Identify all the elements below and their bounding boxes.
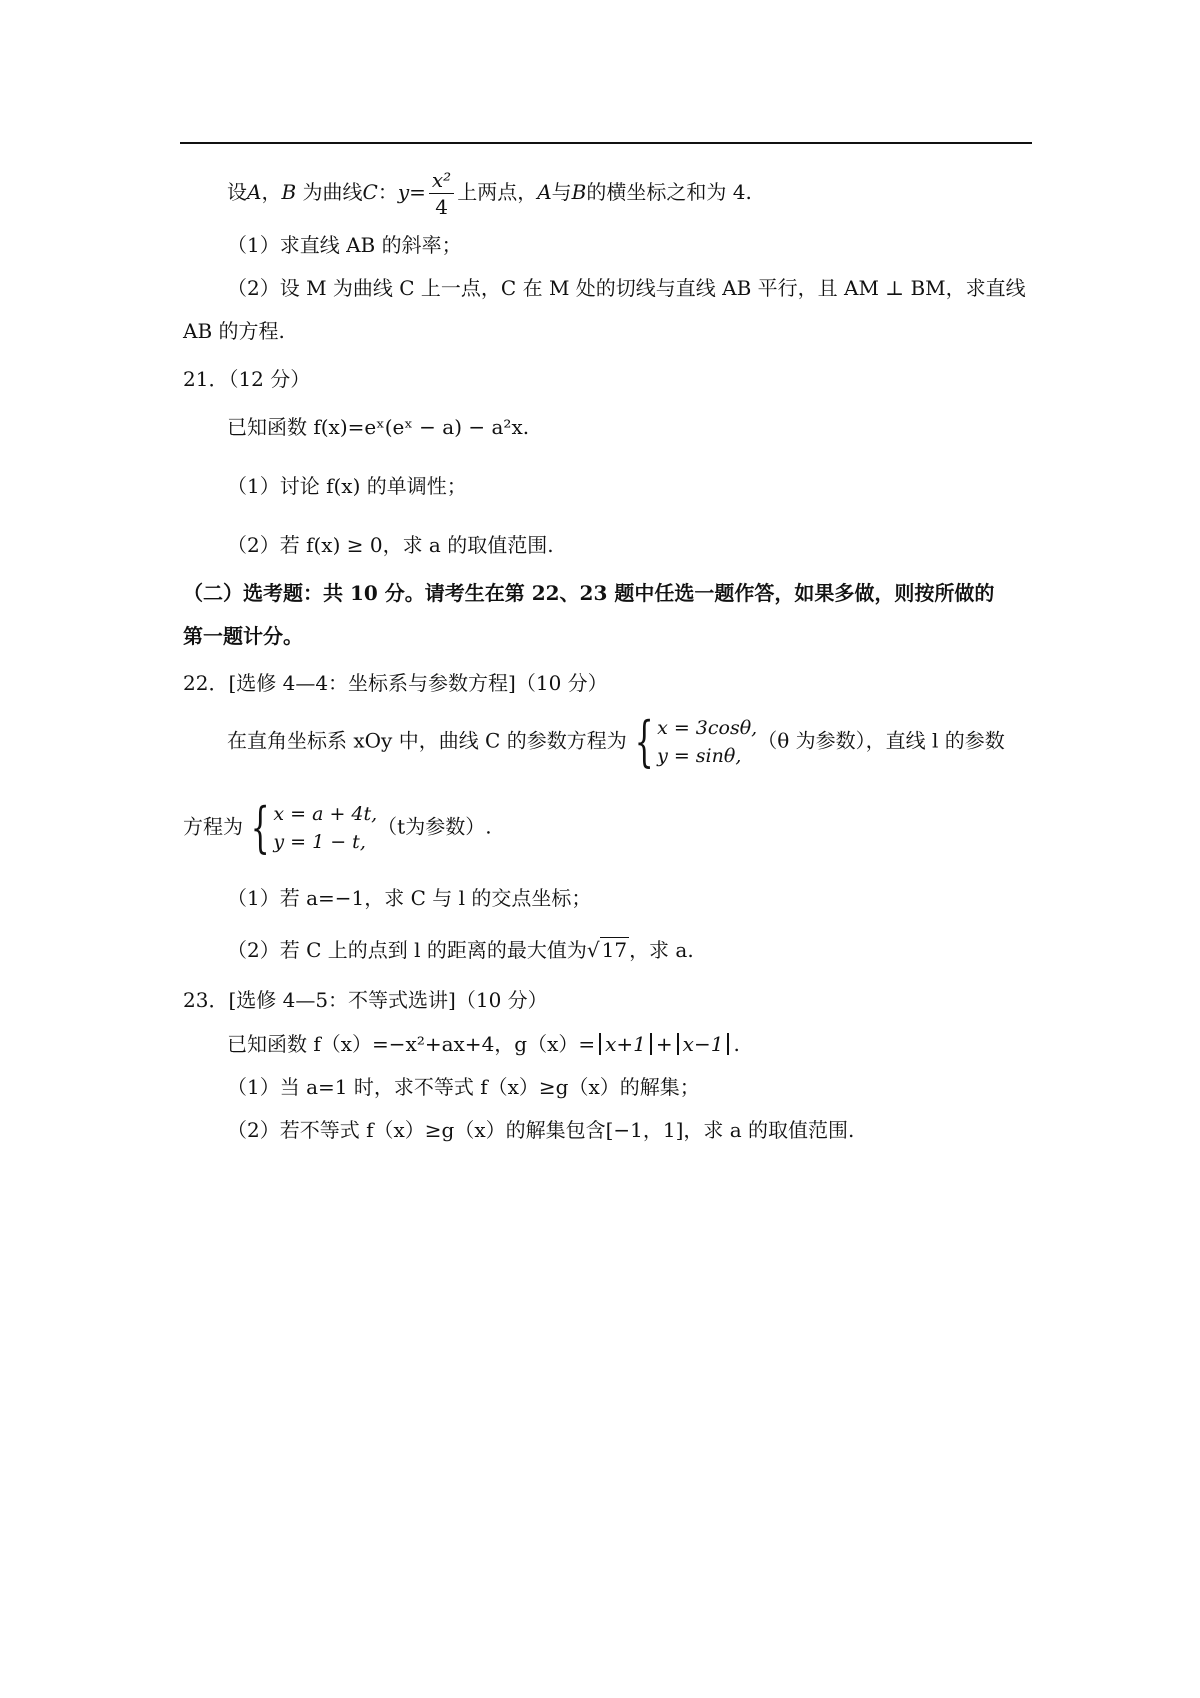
header-rule <box>180 142 1032 144</box>
p23-stem: 已知函数 f（x）=−x²+ax+4，g（x）= x+1 + x−1 . <box>227 1032 740 1056</box>
fraction: $\frac{\text{x²}}{4}$ <box>429 167 454 220</box>
section2-line1: （二）选考题：共 10 分。请考生在第 22、23 题中任选一题作答，如果多做，则按所做的 <box>183 581 995 605</box>
p21-stem: 已知函数 f(x)=eˣ(eˣ − a) − a²x. <box>227 415 530 439</box>
p21-number: 21．（12 分） <box>183 367 311 391</box>
section2-line2: 第一题计分。 <box>183 624 303 648</box>
p21-q2: （2）若 f(x) ≥ 0，求 a 的取值范围. <box>227 533 554 557</box>
sqrt-17: 17 <box>601 938 628 962</box>
p21-q1: （1）讨论 f(x) 的单调性； <box>227 474 467 498</box>
p23-q2: （2）若不等式 f（x）≥g（x）的解集包含[−1，1]，求 a 的取值范围. <box>227 1118 855 1142</box>
p20-intro: 设A，B 为曲线C：y= $\frac{\text{x²}}{4}$ 上两点，A与B的横坐标之和为 4. <box>227 168 752 219</box>
p20-q2-cont: AB 的方程. <box>183 319 285 343</box>
p23-q1: （1）当 a=1 时，求不等式 f（x）≥g（x）的解集； <box>227 1075 700 1099</box>
p20-q2: （2）设 M 为曲线 C 上一点，C 在 M 处的切线与直线 AB 平行，且 AM ⊥ BM，求直线 <box>227 276 1026 300</box>
param-system-1: { x = 3cosθ, y = sinθ, <box>634 710 758 773</box>
p23-number: 23．[选修 4—5：不等式选讲]（10 分） <box>183 988 548 1012</box>
p22-q2: （2）若 C 上的点到 l 的距离的最大值为√ 17 ，求 a. <box>227 938 694 962</box>
p20-q1: （1）求直线 AB 的斜率； <box>227 233 462 257</box>
p22-number: 22．[选修 4—4：坐标系与参数方程]（10 分） <box>183 671 608 695</box>
p22-q1: （1）若 a=−1，求 C 与 l 的交点坐标； <box>227 886 592 910</box>
p22-stem: 在直角坐标系 xOy 中，曲线 C 的参数方程为 { x = 3cosθ, y = sinθ, （θ 为参数），直线 l 的参数 <box>227 710 1005 773</box>
p22-stem2: 方程为 { x = a + 4t, y = 1 − t, （t为参数）. <box>183 796 492 859</box>
param-system-2: { x = a + 4t, y = 1 − t, <box>250 796 378 859</box>
